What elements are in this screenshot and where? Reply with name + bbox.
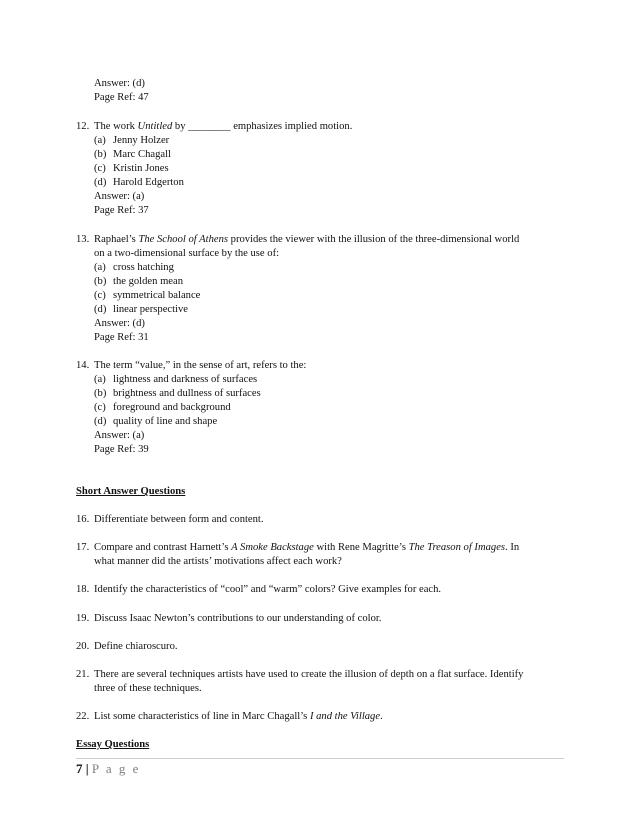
page-ref-line: Page Ref: 39 bbox=[94, 444, 149, 455]
short-answer-heading: Short Answer Questions bbox=[76, 486, 186, 497]
page-label: P a g e bbox=[91, 761, 141, 776]
question-16-text: Differentiate between form and content. bbox=[94, 514, 264, 525]
page-number: 7 bbox=[76, 761, 83, 776]
option-label: (d) bbox=[94, 304, 107, 315]
question-12-text: The work Untitled by ________ emphasizes implied motion. bbox=[94, 121, 353, 132]
question-13-text: Raphael’s The School of Athens provides the viewer with the illusion of the three-dimensional world bbox=[94, 234, 520, 245]
answer-line: Answer: (d) bbox=[94, 318, 145, 329]
option-label: (b) bbox=[94, 276, 107, 287]
question-16-number: 16. bbox=[76, 514, 90, 525]
question-14-text: The term “value,” in the sense of art, refers to the: bbox=[94, 360, 307, 371]
question-17-text-cont: what manner did the artists’ motivations affect each work? bbox=[94, 556, 342, 567]
question-18-number: 18. bbox=[76, 584, 90, 595]
question-20-text: Define chiaroscuro. bbox=[94, 641, 178, 652]
question-13-number: 13. bbox=[76, 234, 90, 245]
option-label: (a) bbox=[94, 374, 106, 385]
question-20-number: 20. bbox=[76, 641, 90, 652]
footer-separator: | bbox=[82, 761, 92, 776]
question-21-number: 21. bbox=[76, 669, 90, 680]
question-22-number: 22. bbox=[76, 711, 90, 722]
question-17-text: Compare and contrast Harnett’s A Smoke Backstage with Rene Magritte’s The Treason of Images. In bbox=[94, 542, 520, 553]
option-text: lightness and darkness of surfaces bbox=[113, 374, 258, 385]
page-footer bbox=[76, 761, 140, 777]
essay-questions-heading: Essay Questions bbox=[76, 739, 150, 750]
footer-divider bbox=[76, 758, 564, 759]
option-text: quality of line and shape bbox=[113, 416, 218, 427]
option-text: foreground and background bbox=[113, 402, 231, 413]
option-label: (b) bbox=[94, 149, 107, 160]
option-label: (a) bbox=[94, 135, 106, 146]
option-text: Kristin Jones bbox=[113, 163, 169, 174]
option-label: (d) bbox=[94, 416, 107, 427]
question-21-text-cont: three of these techniques. bbox=[94, 683, 202, 694]
question-19-number: 19. bbox=[76, 613, 90, 624]
option-label: (d) bbox=[94, 177, 107, 188]
option-text: brightness and dullness of surfaces bbox=[113, 388, 261, 399]
option-text: Marc Chagall bbox=[113, 149, 171, 160]
question-19-text: Discuss Isaac Newton’s contributions to our understanding of color. bbox=[94, 613, 382, 624]
question-21-text: There are several techniques artists have used to create the illusion of depth on a flat surface. Identify bbox=[94, 669, 524, 680]
option-label: (c) bbox=[94, 402, 106, 413]
option-text: cross hatching bbox=[113, 262, 174, 273]
option-label: (a) bbox=[94, 262, 106, 273]
option-text: Jenny Holzer bbox=[113, 135, 170, 146]
option-text: symmetrical balance bbox=[113, 290, 201, 301]
question-22-text: List some characteristics of line in Marc Chagall’s I and the Village. bbox=[94, 711, 383, 722]
question-18-text: Identify the characteristics of “cool” and “warm” colors? Give examples for each. bbox=[94, 584, 442, 595]
answer-line: Answer: (a) bbox=[94, 191, 145, 202]
page-ref-line: Page Ref: 37 bbox=[94, 205, 149, 216]
question-13-text-cont: on a two-dimensional surface by the use of: bbox=[94, 248, 280, 259]
option-label: (c) bbox=[94, 163, 106, 174]
option-text: the golden mean bbox=[113, 276, 184, 287]
option-label: (b) bbox=[94, 388, 107, 399]
page-ref-line: Page Ref: 47 bbox=[94, 92, 149, 103]
option-text: Harold Edgerton bbox=[113, 177, 184, 188]
question-14-number: 14. bbox=[76, 360, 90, 371]
answer-line: Answer: (a) bbox=[94, 430, 145, 441]
option-text: linear perspective bbox=[113, 304, 188, 315]
page-ref-line: Page Ref: 31 bbox=[94, 332, 149, 343]
option-label: (c) bbox=[94, 290, 106, 301]
answer-line: Answer: (d) bbox=[94, 78, 145, 89]
question-17-number: 17. bbox=[76, 542, 90, 553]
question-12-number: 12. bbox=[76, 121, 90, 132]
